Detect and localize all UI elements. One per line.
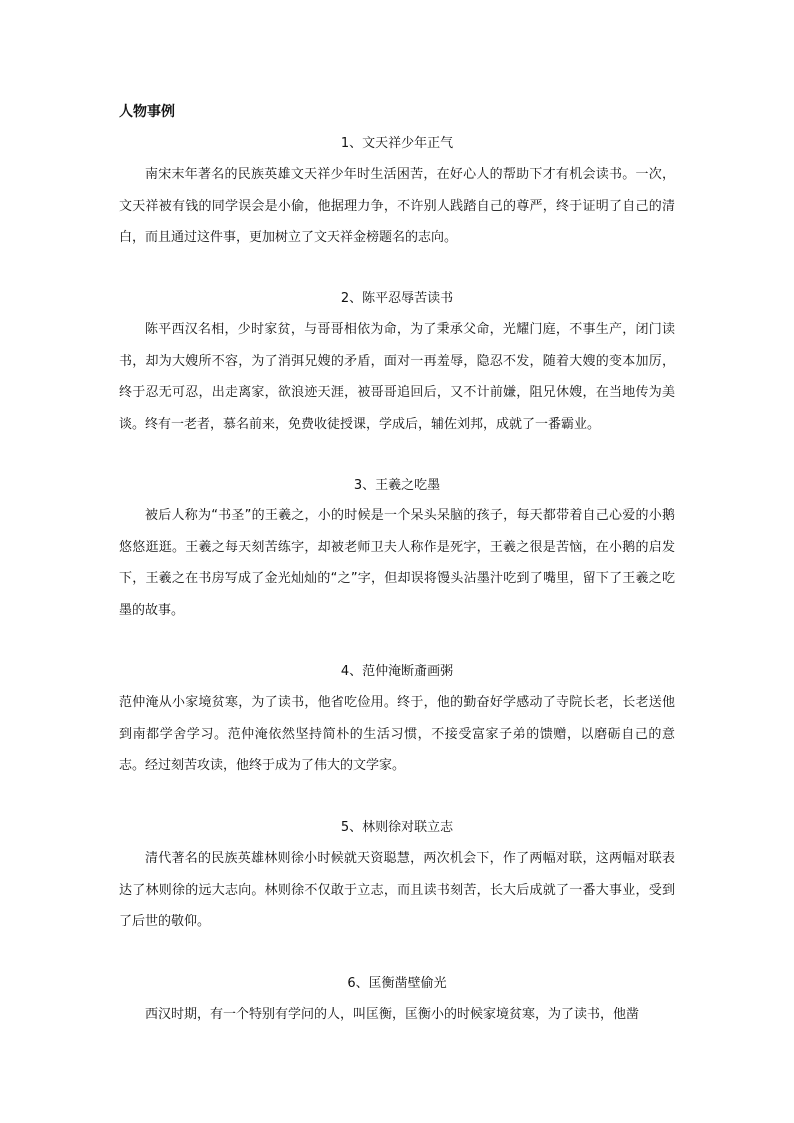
section-body-4: 范仲淹从小家境贫寒，为了读书，他省吃俭用。终于，他的勤奋好学感动了寺院长老，长老送他到南都学舍学习。范仲淹依然坚持简朴的生活习惯，不接受富家子弟的馈赠，以磨砺自己的意志。经过刻苦攻读，他终于成为了伟大的文学家。 <box>119 695 675 773</box>
section-body-5: 清代著名的民族英雄林则徐小时候就天资聪慧，两次机会下，作了两幅对联，这两幅对联表达了林则徐的远大志向。林则徐不仅敢于立志，而且读书刻苦，长大后成就了一番大事业，受到了后世的敬仰。 <box>119 851 675 929</box>
section-title-4: 4、范仲淹断齑画粥 <box>340 664 454 679</box>
section-title-1: 1、文天祥少年正气 <box>340 136 454 151</box>
section-title-5: 5、林则徐对联立志 <box>340 820 454 835</box>
section-body-2: 陈平西汉名相，少时家贫，与哥哥相依为命，为了秉承父命，光耀门庭，不事生产，闭门读书，却为大嫂所不容，为了消弭兄嫂的矛盾，面对一再羞辱，隐忍不发，随着大嫂的变本加厉，终于忍无可忍，出走离家，欲浪迹天涯，被哥哥追回后，又不计前嫌，阻兄休嫂，在当地传为美谈。终有一老者，慕名前来，免费收徒授课，学成后，辅佐刘邦，成就了一番霸业。 <box>119 322 675 432</box>
section-title-6: 6、匡衡凿壁偷光 <box>347 976 447 991</box>
section-body-1: 南宋末年著名的民族英雄文天祥少年时生活困苦，在好心人的帮助下才有机会读书。一次，文天祥被有钱的同学误会是小偷，他据理力争，不许别人践踏自己的尊严，终于证明了自己的清白，而且通过这件事，更加树立了文天祥金榜题名的志向。 <box>119 167 675 245</box>
document-title: 人物事例 <box>119 104 175 120</box>
section-body-3: 被后人称为“书圣”的王羲之，小的时候是一个呆头呆脑的孩子，每天都带着自己心爱的小鹅悠悠逛逛。王羲之每天刻苦练字，却被老师卫夫人称作是死字，王羲之很是苦恼，在小鹅的启发下，王羲之在书房写成了金光灿灿的“之”字，但却误将馒头沾墨汁吃到了嘴里，留下了王羲之吃墨的故事。 <box>119 508 675 618</box>
section-title-2: 2、陈平忍辱苦读书 <box>340 291 454 306</box>
section-body-6: 西汉时期，有一个特别有学问的人，叫匡衡，匡衡小的时候家境贫寒，为了读书，他凿 <box>145 1007 640 1022</box>
section-title-3: 3、王羲之吃墨 <box>353 478 441 493</box>
